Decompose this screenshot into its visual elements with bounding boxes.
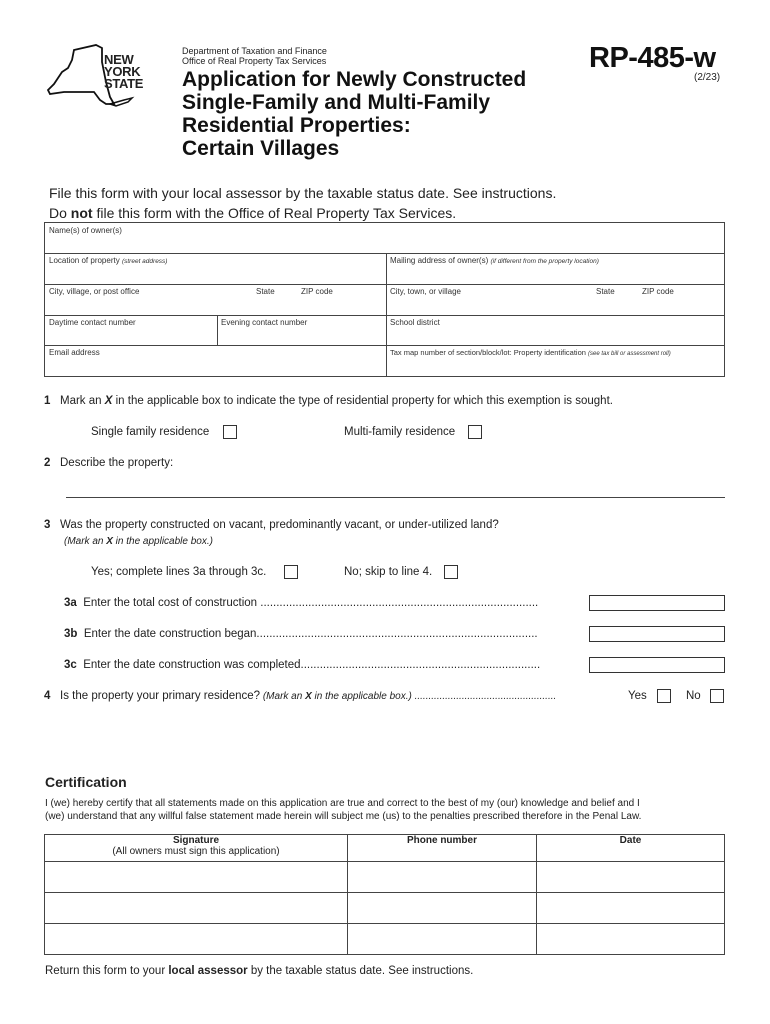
- zip-label-right: ZIP code: [642, 287, 674, 296]
- single-family-checkbox[interactable]: [223, 425, 237, 439]
- footer-instruction: Return this form to your local assessor by the taxable status date. See instructions.: [45, 965, 474, 977]
- option-yes-label: Yes; complete lines 3a through 3c.: [91, 566, 267, 578]
- option-single-family-label: Single family residence: [91, 426, 210, 438]
- question-3: 3 Was the property constructed on vacant, predominantly vacant, or under-utilized land?: [44, 519, 499, 531]
- multi-family-checkbox[interactable]: [468, 425, 482, 439]
- signature-table: [44, 834, 725, 955]
- property-location-field[interactable]: Location of property (street address): [49, 256, 168, 265]
- logo-line-1: NEW: [104, 52, 134, 67]
- question-3c: 3c Enter the date construction was completed...........................................................................: [64, 659, 541, 671]
- certification-text-line-1: I (we) hereby certify that all statements made on this application are true and correct to the best of my (our) knowledge and belief and I: [45, 798, 640, 809]
- zip-label-left: ZIP code: [301, 287, 333, 296]
- form-title-line-1: Application for Newly Constructed: [182, 68, 527, 91]
- option-multi-family-label: Multi-family residence: [344, 426, 456, 438]
- signature-cell[interactable]: [45, 924, 348, 955]
- signature-cell[interactable]: [45, 893, 348, 924]
- signature-column-header: Signature (All owners must sign this application): [45, 835, 348, 862]
- state-label-left: State: [256, 287, 275, 296]
- evening-contact-field[interactable]: Evening contact number: [221, 318, 308, 327]
- question-3b: 3b Enter the date construction began........................................................................................: [64, 628, 538, 640]
- total-cost-input[interactable]: [589, 595, 725, 611]
- intro-line-2: Do not file this form with the Office of Real Property Tax Services.: [49, 205, 457, 221]
- q3-no-checkbox[interactable]: [444, 565, 458, 579]
- certification-text-line-2: (we) understand that any willful false statement made herein will subject me (us) to the penalties prescribed therefore in the Penal Law.: [45, 811, 642, 822]
- q4-yes-checkbox[interactable]: [657, 689, 671, 703]
- tax-map-number-field[interactable]: Tax map number of section/block/lot: Property identification (see tax bill or assessment roll): [390, 348, 671, 357]
- form-title-line-4: Certain Villages: [182, 137, 340, 160]
- q4-yes-label: Yes: [628, 690, 647, 702]
- city-town-field[interactable]: City, town, or village State ZIP code: [390, 287, 674, 296]
- form-number: RP-485-w: [589, 42, 716, 74]
- logo-line-3: STATE: [104, 76, 144, 91]
- date-cell[interactable]: [537, 893, 725, 924]
- question-2: 2 Describe the property:: [44, 457, 174, 469]
- owner-info-grid: [44, 222, 725, 377]
- certification-heading: Certification: [45, 774, 127, 790]
- phone-column-header: Phone number: [348, 835, 537, 862]
- nys-logo: [44, 42, 154, 114]
- department-line-1: Department of Taxation and Finance: [182, 46, 327, 56]
- question-3-note: (Mark an X in the applicable box.): [64, 536, 213, 547]
- construction-completed-input[interactable]: [589, 657, 725, 673]
- q4-no-checkbox[interactable]: [710, 689, 724, 703]
- describe-property-line[interactable]: [66, 497, 725, 498]
- form-revision: (2/23): [694, 72, 721, 83]
- phone-cell[interactable]: [348, 893, 537, 924]
- phone-cell[interactable]: [348, 924, 537, 955]
- phone-cell[interactable]: [348, 862, 537, 893]
- logo-line-2: YORK: [104, 64, 141, 79]
- signature-row: [45, 924, 725, 955]
- email-address-field[interactable]: Email address: [49, 348, 100, 357]
- date-cell[interactable]: [537, 924, 725, 955]
- signature-cell[interactable]: [45, 862, 348, 893]
- q3-yes-checkbox[interactable]: [284, 565, 298, 579]
- owners-name-field[interactable]: Name(s) of owner(s): [49, 226, 122, 235]
- form-title-line-3: Residential Properties:: [182, 114, 411, 137]
- state-label-right: State: [596, 287, 615, 296]
- mailing-address-field[interactable]: Mailing address of owner(s) (if different from the property location): [390, 256, 599, 265]
- city-village-field[interactable]: City, village, or post office State ZIP code: [49, 287, 333, 296]
- date-column-header: Date: [537, 835, 725, 862]
- q4-no-label: No: [686, 690, 701, 702]
- form-title-line-2: Single-Family and Multi-Family: [182, 91, 491, 114]
- question-3a: 3a Enter the total cost of construction .......................................................................................: [64, 597, 539, 609]
- question-4: 4 Is the property your primary residence? (Mark an X in the applicable box.) ...................................................: [44, 690, 557, 702]
- question-1: 1 Mark an X in the applicable box to indicate the type of residential property for which this exemption is sought.: [44, 395, 613, 407]
- daytime-contact-field[interactable]: Daytime contact number: [49, 318, 136, 327]
- option-no-label: No; skip to line 4.: [344, 566, 433, 578]
- signature-row: [45, 862, 725, 893]
- signature-row: [45, 893, 725, 924]
- intro-line-1: File this form with your local assessor by the taxable status date. See instructions.: [49, 185, 557, 201]
- construction-began-input[interactable]: [589, 626, 725, 642]
- date-cell[interactable]: [537, 862, 725, 893]
- school-district-field[interactable]: School district: [390, 318, 440, 327]
- department-line-2: Office of Real Property Tax Services: [182, 56, 327, 66]
